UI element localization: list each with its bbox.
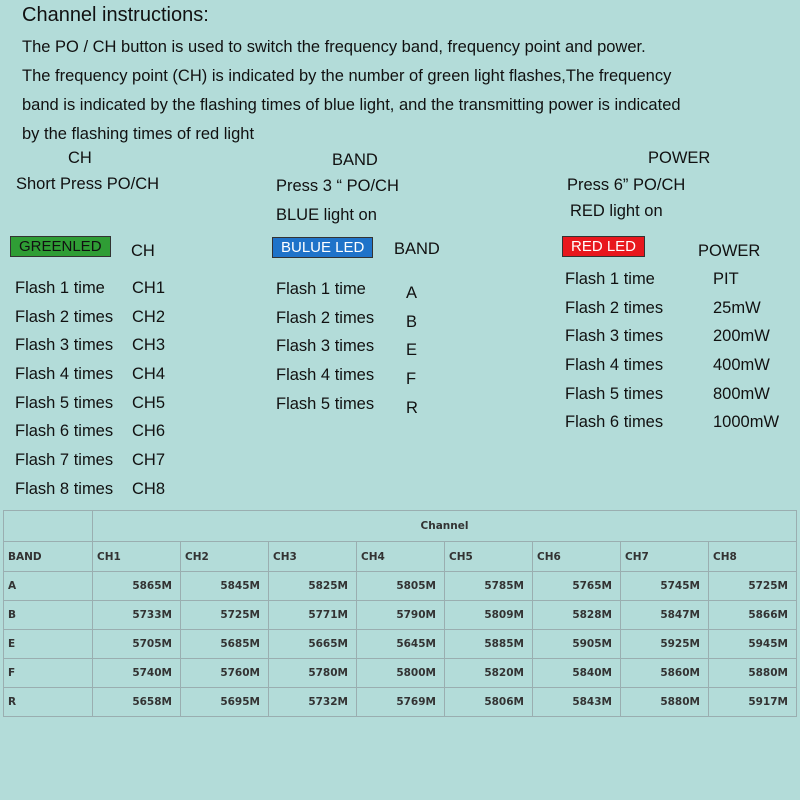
band-value: B (406, 312, 418, 331)
frequency-cell: 5860M (621, 659, 709, 688)
list-item (15, 451, 165, 480)
frequency-cell: 5645M (357, 630, 445, 659)
band-cell: F (4, 659, 93, 688)
list-item (15, 308, 165, 337)
channel-column-header: CH5 (445, 542, 533, 572)
channel-value: CH7 (132, 451, 166, 470)
table-header-row (4, 542, 797, 572)
flash-count: Flash 7 times (15, 451, 114, 470)
band-flash-list (276, 280, 418, 423)
channel-value: CH4 (132, 365, 166, 384)
flash-count: Flash 3 times (565, 327, 664, 346)
power-value: 200mW (713, 327, 770, 346)
list-item (565, 270, 779, 299)
list-item (15, 394, 165, 423)
frequency-cell: 5885M (445, 630, 533, 659)
list-item (276, 366, 418, 395)
channel-column-header: CH1 (93, 542, 181, 572)
blue-led-label: BULUE LED (272, 237, 373, 258)
list-item (276, 337, 418, 366)
intro-paragraph (22, 33, 681, 149)
channel-column-header: CH8 (709, 542, 797, 572)
power-instruction-light: RED light on (570, 202, 663, 220)
ch-heading: CH (68, 149, 92, 167)
power-flash-list (565, 270, 779, 442)
green-led-label: GREENLED (10, 236, 111, 257)
flash-count: Flash 3 times (15, 336, 114, 355)
power-value: 800mW (713, 384, 770, 403)
channel-value: CH6 (132, 422, 166, 441)
frequency-cell: 5820M (445, 659, 533, 688)
ch-column-label: CH (131, 242, 155, 260)
table-row (4, 630, 797, 659)
list-item (565, 356, 779, 385)
intro-line: The PO / CH button is used to switch the frequency band, frequency point and power. (22, 38, 646, 56)
frequency-cell: 5658M (93, 688, 181, 717)
list-item (565, 413, 779, 442)
power-value: 25mW (713, 298, 761, 317)
frequency-cell: 5790M (357, 601, 445, 630)
flash-count: Flash 1 time (15, 279, 105, 297)
frequency-cell: 5847M (621, 601, 709, 630)
flash-count: Flash 5 times (15, 393, 114, 412)
flash-count: Flash 4 times (276, 366, 375, 385)
channel-column-header: CH2 (181, 542, 269, 572)
list-item (15, 422, 165, 451)
frequency-cell: 5840M (533, 659, 621, 688)
frequency-cell: 5800M (357, 659, 445, 688)
frequency-cell: 5765M (533, 572, 621, 601)
intro-line: band is indicated by the flashing times of blue light, and the transmitting power is indicated (22, 96, 681, 114)
channel-value: CH5 (132, 393, 166, 412)
list-item (15, 336, 165, 365)
frequency-cell: 5880M (709, 659, 797, 688)
list-item (276, 280, 418, 309)
ch-instruction: Short Press PO/CH (16, 175, 160, 193)
frequency-cell: 5769M (357, 688, 445, 717)
frequency-cell: 5771M (269, 601, 357, 630)
band-value: E (406, 341, 418, 360)
flash-count: Flash 3 times (276, 337, 375, 356)
list-item (276, 395, 418, 424)
flash-count: Flash 8 times (15, 479, 114, 498)
frequency-cell: 5925M (621, 630, 709, 659)
power-heading: POWER (648, 149, 711, 167)
table-row (4, 659, 797, 688)
flash-count: Flash 2 times (15, 307, 114, 326)
intro-line: by the flashing times of red light (22, 125, 255, 143)
channel-column-header: CH7 (621, 542, 709, 572)
frequency-cell: 5665M (269, 630, 357, 659)
table-row (4, 688, 797, 717)
band-value: R (406, 398, 418, 417)
frequency-cell: 5733M (93, 601, 181, 630)
channel-column-header: CH3 (269, 542, 357, 572)
band-heading: BAND (332, 151, 378, 169)
channel-header: Channel (93, 511, 797, 542)
list-item (15, 480, 165, 509)
flash-count: Flash 4 times (565, 356, 664, 375)
table-corner-cell (4, 511, 93, 542)
band-column-label: BAND (394, 240, 440, 258)
ch-flash-list (15, 279, 165, 509)
power-instruction: Press 6” PO/CH (567, 176, 686, 194)
frequency-cell: 5745M (621, 572, 709, 601)
flash-count: Flash 2 times (276, 308, 375, 327)
flash-count: Flash 4 times (15, 365, 114, 384)
flash-count: Flash 2 times (565, 298, 664, 317)
power-value: 1000mW (713, 413, 780, 432)
frequency-cell: 5785M (445, 572, 533, 601)
table-row (4, 601, 797, 630)
flash-count: Flash 1 time (565, 270, 655, 288)
frequency-cell: 5866M (709, 601, 797, 630)
page-title: Channel instructions: (22, 4, 209, 26)
band-cell: A (4, 572, 93, 601)
band-instruction: Press 3 “ PO/CH (276, 177, 399, 195)
flash-count: Flash 6 times (15, 422, 114, 441)
channel-value: CH8 (132, 479, 166, 498)
frequency-cell: 5865M (93, 572, 181, 601)
frequency-cell: 5740M (93, 659, 181, 688)
flash-count: Flash 5 times (565, 384, 664, 403)
channel-column-header: CH6 (533, 542, 621, 572)
frequency-cell: 5760M (181, 659, 269, 688)
power-value: 400mW (713, 356, 770, 375)
band-instruction-light: BLUE light on (276, 206, 377, 224)
frequency-cell: 5905M (533, 630, 621, 659)
power-column-label: POWER (698, 242, 761, 260)
frequency-cell: 5845M (181, 572, 269, 601)
frequency-cell: 5917M (709, 688, 797, 717)
intro-line: The frequency point (CH) is indicated by the number of green light flashes,The frequency (22, 67, 672, 85)
table-header-row (4, 511, 797, 542)
band-cell: B (4, 601, 93, 630)
flash-count: Flash 1 time (276, 280, 366, 298)
frequency-cell: 5780M (269, 659, 357, 688)
frequency-cell: 5806M (445, 688, 533, 717)
band-value: F (406, 370, 417, 389)
frequency-cell: 5880M (621, 688, 709, 717)
frequency-cell: 5809M (445, 601, 533, 630)
flash-count: Flash 5 times (276, 394, 375, 413)
frequency-cell: 5695M (181, 688, 269, 717)
list-item (565, 299, 779, 328)
frequency-cell: 5705M (93, 630, 181, 659)
band-cell: E (4, 630, 93, 659)
frequency-cell: 5843M (533, 688, 621, 717)
frequency-cell: 5945M (709, 630, 797, 659)
channel-value: CH3 (132, 336, 166, 355)
band-value: A (406, 284, 418, 302)
frequency-cell: 5732M (269, 688, 357, 717)
table-row (4, 572, 797, 601)
red-led-label: RED LED (562, 236, 645, 257)
list-item (15, 279, 165, 308)
frequency-cell: 5725M (709, 572, 797, 601)
list-item (15, 365, 165, 394)
channel-value: CH2 (132, 307, 166, 326)
flash-count: Flash 6 times (565, 413, 664, 432)
list-item (565, 385, 779, 414)
frequency-cell: 5725M (181, 601, 269, 630)
frequency-table (3, 510, 797, 717)
band-cell: R (4, 688, 93, 717)
channel-value: CH1 (132, 279, 166, 297)
channel-column-header: CH4 (357, 542, 445, 572)
frequency-cell: 5825M (269, 572, 357, 601)
list-item (276, 309, 418, 338)
frequency-cell: 5828M (533, 601, 621, 630)
list-item (565, 327, 779, 356)
frequency-cell: 5685M (181, 630, 269, 659)
frequency-cell: 5805M (357, 572, 445, 601)
power-value: PIT (713, 270, 739, 288)
band-header: BAND (4, 542, 93, 572)
